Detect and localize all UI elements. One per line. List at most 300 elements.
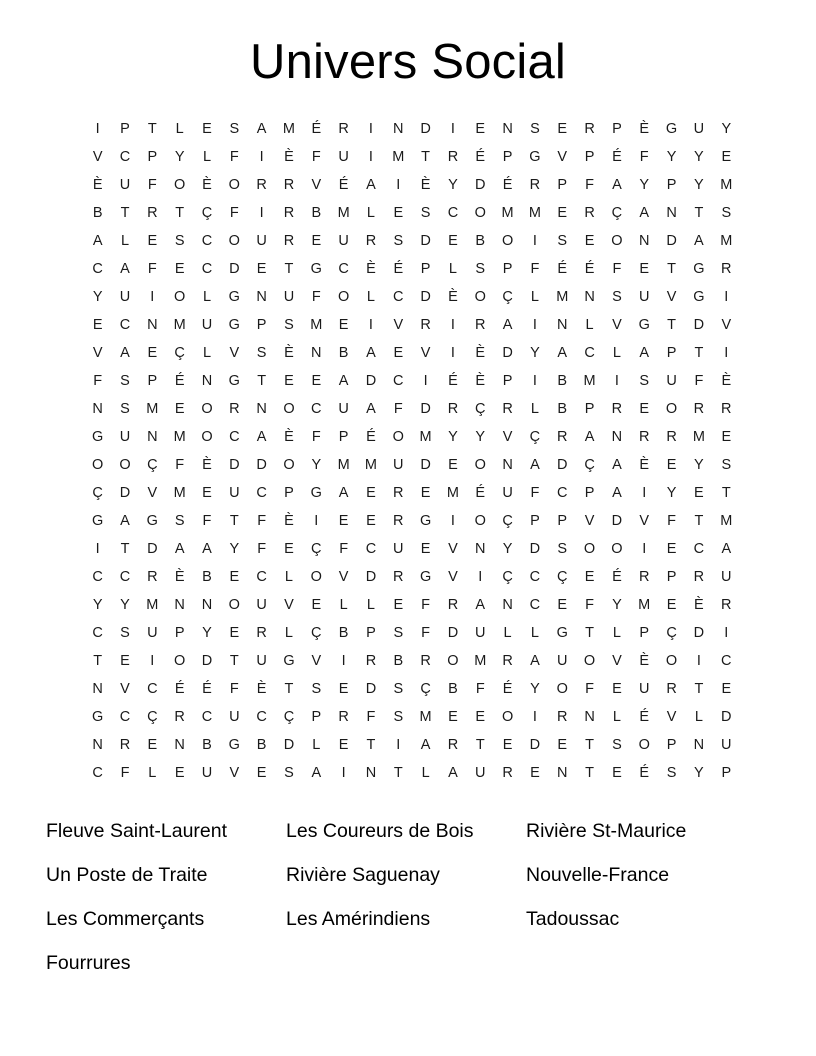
letter-cell[interactable]: S — [557, 233, 568, 249]
letter-cell[interactable]: Ç — [311, 625, 322, 641]
letter-cell[interactable]: N — [201, 597, 213, 613]
letter-cell[interactable]: C — [92, 625, 103, 641]
letter-cell[interactable]: R — [147, 205, 158, 221]
letter-cell[interactable]: P — [338, 429, 349, 445]
letter-cell[interactable]: N — [256, 289, 267, 305]
letter-cell[interactable]: E — [174, 765, 185, 781]
letter-cell[interactable]: S — [393, 625, 404, 641]
letter-cell[interactable]: È — [448, 289, 458, 305]
letter-cell[interactable]: B — [311, 205, 322, 221]
letter-cell[interactable]: C — [584, 345, 595, 361]
letter-cell[interactable]: A — [420, 737, 431, 753]
letter-cell[interactable]: A — [530, 457, 540, 473]
letter-cell[interactable]: I — [532, 233, 537, 249]
letter-cell[interactable]: U — [557, 653, 568, 669]
letter-cell[interactable]: C — [557, 485, 568, 501]
letter-cell[interactable]: V — [612, 317, 622, 333]
letter-cell[interactable]: Y — [448, 177, 458, 193]
letter-cell[interactable]: V — [666, 709, 677, 725]
letter-cell[interactable]: R — [502, 653, 513, 669]
letter-cell[interactable]: E — [338, 513, 349, 529]
letter-cell[interactable]: T — [120, 205, 130, 221]
letter-cell[interactable]: D — [365, 569, 377, 585]
letter-cell[interactable]: D — [693, 317, 705, 333]
letter-cell[interactable]: F — [667, 513, 676, 529]
letter-cell[interactable]: P — [557, 513, 568, 529]
letter-cell[interactable]: D — [502, 345, 513, 361]
letter-cell[interactable]: Ç — [311, 541, 322, 557]
word-list-item[interactable]: Les Amérindiens — [286, 908, 431, 930]
letter-cell[interactable]: S — [120, 373, 130, 389]
letter-cell[interactable]: T — [694, 513, 704, 529]
letter-cell[interactable]: I — [95, 121, 100, 137]
letter-cell[interactable]: G — [228, 373, 240, 389]
letter-cell[interactable]: U — [229, 709, 240, 725]
letter-cell[interactable]: O — [174, 653, 186, 669]
letter-cell[interactable]: A — [639, 345, 650, 361]
letter-cell[interactable]: A — [694, 233, 704, 249]
letter-cell[interactable]: Y — [92, 289, 103, 305]
letter-cell[interactable]: P — [147, 149, 158, 165]
letter-cell[interactable]: M — [583, 373, 596, 389]
letter-cell[interactable]: R — [529, 177, 541, 193]
letter-cell[interactable]: T — [694, 345, 704, 361]
letter-cell[interactable]: I — [642, 541, 647, 557]
word-list-item[interactable]: Nouvelle-France — [526, 864, 670, 886]
letter-cell[interactable]: A — [311, 765, 322, 781]
letter-cell[interactable]: A — [612, 457, 622, 473]
letter-cell[interactable]: B — [393, 653, 404, 669]
letter-cell[interactable]: F — [93, 373, 103, 389]
letter-cell[interactable]: T — [667, 317, 676, 333]
letter-cell[interactable]: C — [92, 569, 103, 585]
letter-cell[interactable]: V — [502, 429, 513, 445]
letter-cell[interactable]: Ç — [502, 569, 513, 585]
letter-cell[interactable]: R — [693, 401, 705, 417]
letter-cell[interactable]: I — [532, 373, 537, 389]
letter-cell[interactable]: R — [338, 121, 349, 137]
letter-cell[interactable]: D — [119, 485, 131, 501]
letter-cell[interactable]: É — [612, 569, 622, 585]
letter-cell[interactable]: G — [228, 289, 240, 305]
letter-cell[interactable]: S — [420, 205, 431, 221]
letter-cell[interactable]: C — [721, 653, 732, 669]
letter-cell[interactable]: F — [120, 765, 130, 781]
letter-cell[interactable]: I — [450, 345, 455, 361]
letter-cell[interactable]: L — [503, 625, 512, 641]
letter-cell[interactable]: Y — [475, 429, 486, 445]
letter-cell[interactable]: S — [174, 513, 185, 529]
letter-cell[interactable]: T — [175, 205, 185, 221]
letter-cell[interactable]: O — [447, 653, 459, 669]
letter-cell[interactable]: F — [311, 289, 321, 305]
letter-cell[interactable]: E — [557, 205, 568, 221]
letter-cell[interactable]: Y — [666, 149, 677, 165]
letter-cell[interactable]: A — [639, 205, 650, 221]
letter-cell[interactable]: U — [201, 317, 213, 333]
letter-cell[interactable]: E — [120, 653, 130, 669]
letter-cell[interactable]: G — [310, 261, 322, 277]
letter-cell[interactable]: Y — [694, 149, 704, 165]
letter-cell[interactable]: E — [666, 457, 677, 473]
letter-cell[interactable]: V — [229, 765, 240, 781]
letter-cell[interactable]: R — [447, 737, 459, 753]
letter-cell[interactable]: E — [393, 345, 404, 361]
letter-cell[interactable]: T — [585, 737, 594, 753]
letter-cell[interactable]: R — [557, 429, 568, 445]
letter-cell[interactable]: C — [147, 681, 158, 697]
letter-cell[interactable]: R — [393, 513, 404, 529]
letter-cell[interactable]: D — [529, 541, 541, 557]
letter-cell[interactable]: C — [256, 569, 267, 585]
letter-cell[interactable]: É — [448, 373, 458, 389]
letter-cell[interactable]: F — [311, 149, 321, 165]
letter-cell[interactable]: M — [556, 289, 569, 305]
letter-cell[interactable]: E — [202, 121, 212, 137]
letter-cell[interactable]: R — [420, 317, 431, 333]
letter-cell[interactable]: È — [202, 177, 212, 193]
letter-cell[interactable]: U — [338, 401, 349, 417]
letter-cell[interactable]: E — [174, 261, 185, 277]
letter-cell[interactable]: S — [666, 765, 677, 781]
letter-cell[interactable]: M — [173, 317, 186, 333]
letter-cell[interactable]: T — [694, 205, 704, 221]
letter-cell[interactable]: P — [666, 345, 677, 361]
letter-cell[interactable]: S — [120, 401, 130, 417]
word-list-item[interactable]: Fourrures — [46, 952, 131, 974]
letter-cell[interactable]: A — [721, 541, 732, 557]
letter-cell[interactable]: A — [366, 345, 376, 361]
letter-cell[interactable]: I — [368, 121, 373, 137]
letter-cell[interactable]: R — [584, 205, 595, 221]
letter-cell[interactable]: O — [638, 737, 650, 753]
letter-cell[interactable]: I — [259, 149, 264, 165]
letter-cell[interactable]: C — [201, 709, 213, 725]
letter-cell[interactable]: B — [92, 205, 103, 221]
letter-cell[interactable]: N — [611, 429, 623, 445]
letter-cell[interactable]: È — [202, 457, 212, 473]
letter-cell[interactable]: E — [393, 205, 404, 221]
letter-cell[interactable]: É — [639, 709, 650, 725]
letter-cell[interactable]: U — [721, 569, 732, 585]
letter-cell[interactable]: R — [502, 765, 513, 781]
letter-cell[interactable]: N — [584, 289, 595, 305]
letter-cell[interactable]: A — [256, 121, 267, 137]
letter-cell[interactable]: E — [338, 737, 349, 753]
letter-cell[interactable]: P — [584, 401, 595, 417]
letter-cell[interactable]: Ç — [201, 205, 213, 221]
letter-cell[interactable]: P — [666, 177, 677, 193]
letter-cell[interactable]: F — [175, 457, 185, 473]
letter-cell[interactable]: R — [447, 401, 459, 417]
letter-cell[interactable]: E — [448, 709, 458, 725]
letter-cell[interactable]: R — [584, 121, 595, 137]
letter-cell[interactable]: C — [119, 569, 131, 585]
letter-cell[interactable]: E — [366, 485, 376, 501]
letter-cell[interactable]: C — [119, 149, 131, 165]
letter-cell[interactable]: E — [530, 765, 540, 781]
letter-cell[interactable]: R — [557, 709, 568, 725]
letter-cell[interactable]: P — [120, 121, 130, 137]
letter-cell[interactable]: O — [501, 709, 514, 725]
letter-cell[interactable]: T — [229, 513, 239, 529]
letter-cell[interactable]: D — [420, 457, 431, 473]
letter-cell[interactable]: T — [147, 121, 157, 137]
letter-cell[interactable]: Y — [448, 429, 458, 445]
letter-cell[interactable]: D — [283, 737, 295, 753]
letter-cell[interactable]: P — [256, 317, 267, 333]
letter-cell[interactable]: V — [639, 513, 650, 529]
letter-cell[interactable]: V — [92, 149, 103, 165]
letter-cell[interactable]: M — [173, 429, 186, 445]
letter-cell[interactable]: N — [311, 345, 322, 361]
word-list-item[interactable]: Les Commerçants — [46, 908, 205, 930]
letter-cell[interactable]: E — [147, 233, 158, 249]
letter-cell[interactable]: I — [259, 205, 264, 221]
letter-cell[interactable]: È — [475, 345, 486, 361]
letter-cell[interactable]: P — [639, 625, 650, 641]
letter-cell[interactable]: N — [256, 401, 267, 417]
letter-cell[interactable]: C — [229, 429, 240, 445]
letter-cell[interactable]: V — [311, 177, 322, 193]
letter-cell[interactable]: N — [557, 317, 568, 333]
letter-cell[interactable]: I — [724, 345, 729, 361]
letter-cell[interactable]: E — [666, 597, 677, 613]
word-list-item[interactable]: Rivière Saguenay — [286, 864, 440, 886]
letter-cell[interactable]: É — [502, 681, 513, 697]
letter-cell[interactable]: M — [446, 485, 459, 501]
letter-cell[interactable]: E — [338, 317, 349, 333]
letter-cell[interactable]: U — [475, 765, 486, 781]
letter-cell[interactable]: E — [557, 121, 568, 137]
letter-cell[interactable]: E — [557, 737, 568, 753]
letter-cell[interactable]: N — [201, 373, 213, 389]
letter-cell[interactable]: T — [284, 681, 294, 697]
word-list-item[interactable]: Les Coureurs de Bois — [286, 820, 474, 842]
letter-cell[interactable]: V — [338, 569, 349, 585]
letter-cell[interactable]: M — [419, 429, 432, 445]
letter-cell[interactable]: È — [284, 429, 294, 445]
letter-cell[interactable]: B — [338, 625, 349, 641]
letter-cell[interactable]: U — [119, 289, 131, 305]
letter-cell[interactable]: D — [365, 681, 377, 697]
letter-cell[interactable]: M — [528, 205, 541, 221]
letter-cell[interactable]: L — [612, 625, 621, 641]
letter-cell[interactable]: Y — [530, 681, 540, 697]
letter-cell[interactable]: R — [447, 149, 459, 165]
letter-cell[interactable]: N — [475, 541, 486, 557]
letter-cell[interactable]: È — [475, 373, 486, 389]
letter-cell[interactable]: B — [202, 569, 212, 585]
letter-cell[interactable]: O — [665, 401, 678, 417]
letter-cell[interactable]: È — [92, 177, 103, 193]
letter-cell[interactable]: O — [174, 177, 186, 193]
letter-cell[interactable]: G — [228, 737, 240, 753]
letter-cell[interactable]: U — [638, 289, 650, 305]
letter-cell[interactable]: E — [229, 569, 240, 585]
letter-cell[interactable]: D — [420, 289, 431, 305]
letter-cell[interactable]: Y — [666, 485, 677, 501]
letter-cell[interactable]: É — [174, 681, 185, 697]
letter-cell[interactable]: P — [284, 485, 294, 501]
letter-cell[interactable]: A — [256, 429, 267, 445]
letter-cell[interactable]: Ç — [147, 457, 158, 473]
letter-cell[interactable]: N — [557, 765, 568, 781]
letter-cell[interactable]: G — [92, 709, 104, 725]
letter-cell[interactable]: F — [229, 205, 239, 221]
letter-cell[interactable]: O — [474, 289, 486, 305]
letter-cell[interactable]: G — [556, 625, 568, 641]
letter-cell[interactable]: O — [556, 681, 568, 697]
letter-cell[interactable]: E — [475, 709, 486, 725]
letter-cell[interactable]: I — [150, 653, 155, 669]
letter-cell[interactable]: O — [474, 205, 486, 221]
letter-cell[interactable]: I — [150, 289, 155, 305]
letter-cell[interactable]: F — [366, 709, 376, 725]
letter-cell[interactable]: E — [147, 345, 158, 361]
letter-cell[interactable]: E — [639, 261, 650, 277]
letter-cell[interactable]: M — [364, 457, 377, 473]
letter-cell[interactable]: I — [396, 177, 401, 193]
letter-cell[interactable]: E — [694, 485, 704, 501]
letter-cell[interactable]: È — [420, 177, 431, 193]
letter-cell[interactable]: I — [614, 373, 619, 389]
letter-cell[interactable]: L — [366, 205, 375, 221]
letter-cell[interactable]: N — [147, 429, 158, 445]
letter-cell[interactable]: D — [420, 233, 431, 249]
letter-cell[interactable]: G — [665, 121, 678, 137]
letter-cell[interactable]: E — [338, 681, 349, 697]
letter-cell[interactable]: O — [611, 233, 623, 249]
letter-cell[interactable]: R — [666, 429, 677, 445]
letter-cell[interactable]: L — [284, 569, 293, 585]
letter-cell[interactable]: G — [638, 317, 650, 333]
letter-cell[interactable]: R — [502, 401, 513, 417]
letter-cell[interactable]: E — [393, 597, 404, 613]
letter-cell[interactable]: L — [148, 765, 157, 781]
letter-cell[interactable]: È — [256, 681, 267, 697]
letter-cell[interactable]: É — [612, 149, 622, 165]
letter-cell[interactable]: U — [502, 485, 513, 501]
letter-cell[interactable]: È — [639, 457, 650, 473]
letter-cell[interactable]: R — [365, 233, 377, 249]
letter-cell[interactable]: A — [448, 765, 458, 781]
letter-cell[interactable]: E — [256, 765, 267, 781]
letter-cell[interactable]: É — [366, 429, 376, 445]
letter-cell[interactable]: C — [256, 709, 267, 725]
letter-cell[interactable]: N — [638, 233, 650, 249]
letter-cell[interactable]: F — [229, 149, 239, 165]
letter-cell[interactable]: T — [229, 653, 239, 669]
letter-cell[interactable]: É — [475, 485, 486, 501]
word-list-item[interactable]: Rivière St-Maurice — [526, 820, 687, 842]
letter-cell[interactable]: I — [95, 541, 100, 557]
letter-cell[interactable]: É — [174, 373, 185, 389]
letter-cell[interactable]: È — [174, 569, 185, 585]
letter-cell[interactable]: P — [584, 485, 595, 501]
letter-cell[interactable]: N — [693, 737, 705, 753]
letter-cell[interactable]: P — [502, 373, 513, 389]
letter-cell[interactable]: I — [696, 653, 701, 669]
letter-cell[interactable]: Ç — [557, 569, 568, 585]
letter-cell[interactable]: U — [119, 177, 131, 193]
letter-cell[interactable]: O — [228, 597, 240, 613]
letter-cell[interactable]: P — [530, 513, 540, 529]
letter-cell[interactable]: M — [692, 429, 705, 445]
letter-cell[interactable]: S — [721, 457, 732, 473]
letter-cell[interactable]: È — [639, 653, 650, 669]
letter-cell[interactable]: L — [694, 709, 703, 725]
letter-cell[interactable]: S — [475, 261, 486, 277]
letter-cell[interactable]: F — [421, 597, 431, 613]
letter-cell[interactable]: E — [174, 401, 185, 417]
letter-cell[interactable]: U — [201, 765, 213, 781]
letter-cell[interactable]: I — [642, 485, 647, 501]
letter-cell[interactable]: V — [420, 345, 431, 361]
letter-cell[interactable]: F — [339, 541, 349, 557]
letter-cell[interactable]: G — [529, 149, 541, 165]
letter-cell[interactable]: O — [583, 541, 596, 557]
letter-cell[interactable]: U — [721, 737, 732, 753]
letter-cell[interactable]: É — [584, 261, 595, 277]
letter-cell[interactable]: E — [420, 485, 431, 501]
letter-cell[interactable]: D — [420, 121, 431, 137]
letter-cell[interactable]: É — [502, 177, 513, 193]
letter-cell[interactable]: R — [638, 569, 650, 585]
letter-cell[interactable]: D — [475, 177, 486, 193]
letter-cell[interactable]: V — [284, 597, 294, 613]
letter-cell[interactable]: R — [174, 709, 185, 725]
letter-cell[interactable]: U — [147, 625, 158, 641]
letter-cell[interactable]: A — [557, 345, 568, 361]
letter-cell[interactable]: A — [120, 345, 130, 361]
letter-cell[interactable]: É — [338, 177, 349, 193]
letter-cell[interactable]: O — [337, 289, 350, 305]
letter-cell[interactable]: C — [256, 485, 267, 501]
letter-cell[interactable]: A — [338, 373, 349, 389]
letter-cell[interactable]: R — [693, 569, 705, 585]
letter-cell[interactable]: É — [311, 121, 322, 137]
letter-cell[interactable]: A — [475, 597, 486, 613]
letter-cell[interactable]: M — [282, 121, 295, 137]
letter-cell[interactable]: E — [147, 737, 158, 753]
letter-cell[interactable]: F — [202, 513, 212, 529]
letter-cell[interactable]: U — [475, 625, 486, 641]
letter-cell[interactable]: E — [92, 317, 103, 333]
letter-cell[interactable]: O — [611, 541, 623, 557]
letter-cell[interactable]: P — [366, 625, 376, 641]
letter-cell[interactable]: F — [257, 513, 267, 529]
letter-cell[interactable]: E — [721, 149, 732, 165]
letter-cell[interactable]: D — [611, 513, 623, 529]
letter-cell[interactable]: Y — [502, 541, 513, 557]
letter-cell[interactable]: A — [502, 317, 513, 333]
letter-cell[interactable]: Ç — [502, 513, 513, 529]
letter-cell[interactable]: A — [530, 653, 540, 669]
letter-cell[interactable]: P — [612, 121, 622, 137]
letter-cell[interactable]: M — [392, 149, 405, 165]
letter-cell[interactable]: N — [174, 597, 185, 613]
letter-cell[interactable]: V — [229, 345, 240, 361]
letter-cell[interactable]: N — [174, 737, 185, 753]
letter-cell[interactable]: V — [721, 317, 732, 333]
letter-cell[interactable]: O — [201, 429, 213, 445]
letter-cell[interactable]: Y — [612, 597, 622, 613]
letter-cell[interactable]: U — [256, 233, 267, 249]
letter-cell[interactable]: D — [693, 625, 705, 641]
letter-cell[interactable]: F — [612, 261, 622, 277]
letter-cell[interactable]: B — [557, 373, 568, 389]
